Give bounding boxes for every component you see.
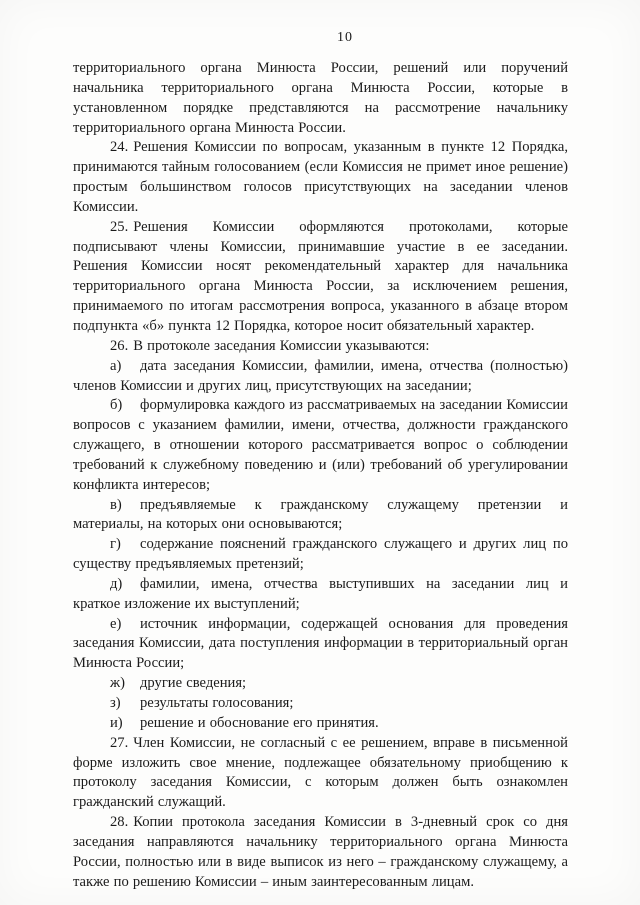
paragraph-marker: ж) [110,675,125,692]
paragraph-marker: и) [110,714,123,731]
paragraph-text: Член Комиссии, не согласный с ее решением, вправе в письменной форме изложить свое мнение, подлежащее обязательному приобщению к протоколу заседания Комиссии, с которым должен быть ознакомлен гражданский служащий. [73,734,568,811]
paragraph-marker: е) [110,615,122,632]
paragraph-marker: 27. [110,734,129,751]
paragraph [73,396,568,495]
document-body [73,59,568,892]
paragraph-text: дата заседания Комиссии, фамилии, имена, отчества (полностью) членов Комиссии и других лиц, присутствующих на заседании; [73,357,568,394]
paragraph [73,59,568,138]
paragraph-text: В протоколе заседания Комиссии указываются: [133,337,430,354]
paragraph [73,218,568,337]
paragraph-marker: д) [110,575,123,592]
paragraph-marker: г) [110,536,121,553]
paragraph-marker: 28. [110,814,129,831]
paragraph-marker: в) [110,496,122,513]
paragraph-marker: а) [110,357,122,374]
paragraph-text: территориального органа Минюста России, решений или поручений начальника территориального органа Минюста России, которые в установленном порядке представляются на рассмотрение начальнику территориального органа Минюста России. [73,60,568,136]
paragraph [73,138,568,217]
paragraph-text: формулировка каждого из рассматриваемых на заседании Комиссии вопросов с указанием фамилии, имени, отчества, должности гражданского служащего, в отношении которого рассматривается вопрос о соблюдении требований к служебному поведению и (или) требований об урегулировании конфликта интересов; [73,397,568,493]
paragraph-marker: 24. [110,139,129,156]
paragraph-text: Решения Комиссии оформляются протоколами, которые подписывают члены Комиссии, принимавшие участие в ее заседании. Решения Комиссии носят рекомендательный характер для начальника территориального органа Минюста России, за исключением решения, принимаемого по итогам рассмотрения вопроса, указанного в абзаце втором подпункта «б» пункта 12 Порядка, которое носит обязательный характер. [73,218,568,334]
paragraph-text: другие сведения; [140,675,247,692]
paragraph [73,337,568,357]
page-number: 10 [337,30,353,45]
paragraph-text: результаты голосования; [140,695,294,711]
paragraph-text: решение и обоснование его принятия. [140,714,379,731]
paragraph [73,674,568,694]
paragraph [73,575,568,615]
paragraph-marker: 26. [110,337,129,354]
paragraph-marker: 25. [110,218,129,235]
paragraph [73,496,568,536]
paragraph [73,813,568,892]
paragraph-text: Копии протокола заседания Комиссии в 3-дневный срок со дня заседания направляются начальнику территориального органа Минюста России, полностью или в виде выписок из него – гражданскому служащему, а также по решению Комиссии – иным заинтересованным лицам. [73,814,568,890]
paragraph [73,734,568,813]
paragraph-text: источник информации, содержащей основания для проведения заседания Комиссии, дата поступления информации в территориальный орган Минюста России; [73,615,568,672]
paragraph [73,714,568,734]
paragraph [73,535,568,575]
paragraph [73,615,568,675]
paragraph-text: предъявляемые к гражданскому служащему претензии и материалы, на которых они основываются; [73,496,568,533]
paragraph-text: Решения Комиссии по вопросам, указанным в пункте 12 Порядка, принимаются тайным голосованием (если Комиссия не примет иное решение) простым большинством голосов присутствующих на заседании членов Комиссии. [73,139,568,215]
paragraph-marker: б) [110,397,123,414]
paragraph-text: фамилии, имена, отчества выступивших на заседании лиц и краткое изложение их выступлений; [73,575,568,612]
paragraph [73,357,568,397]
paragraph-text: содержание пояснений гражданского служащего и других лиц по существу предъявляемых претензий; [73,536,568,573]
paragraph-marker: з) [110,695,121,711]
paragraph [73,694,568,714]
